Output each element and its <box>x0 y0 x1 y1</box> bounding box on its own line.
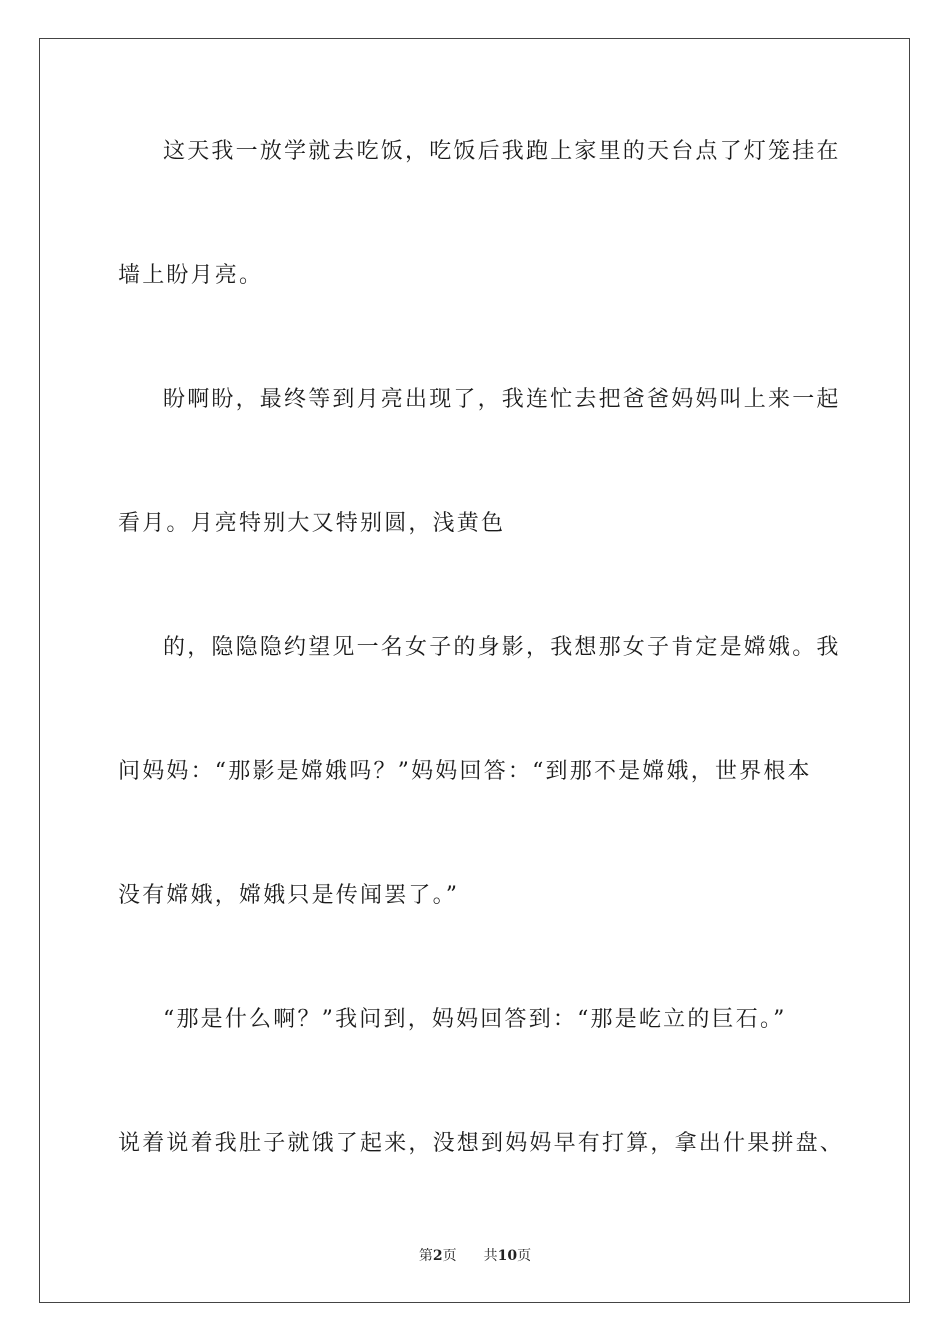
text-line-5: 的，隐隐隐约望见一名女子的身影，我想那女子肯定是嫦娥。我 <box>163 635 841 660</box>
footer-page-prefix: 第 <box>418 1248 433 1264</box>
text-line-2: 墙上盼月亮。 <box>118 263 264 288</box>
footer-page-current: 2 <box>432 1248 443 1264</box>
page-footer <box>0 1246 950 1266</box>
text-line-9: 说着说着我肚子就饿了起来，没想到妈妈早有打算，拿出什果拼盘、 <box>118 1131 845 1156</box>
text-line-1: 这天我一放学就去吃饭，吃饭后我跑上家里的天台点了灯笼挂在 <box>163 139 841 164</box>
text-line-6: 问妈妈：“那影是嫦娥吗？”妈妈回答：“到那不是嫦娥，世界根本 <box>118 759 812 784</box>
page-frame <box>39 38 910 1303</box>
text-line-3: 盼啊盼，最终等到月亮出现了，我连忙去把爸爸妈妈叫上来一起 <box>163 387 841 412</box>
footer-total-suffix: 页 <box>517 1248 532 1264</box>
text-line-8: “那是什么啊？”我问到，妈妈回答到：“那是屹立的巨石。” <box>163 1007 787 1032</box>
text-line-4: 看月。月亮特别大又特别圆，浅黄色 <box>118 511 506 536</box>
text-line-7: 没有嫦娥，嫦娥只是传闻罢了。” <box>118 883 460 908</box>
footer-page-total: 10 <box>497 1248 518 1264</box>
footer-total-prefix: 共 <box>483 1248 498 1264</box>
footer-page-suffix: 页 <box>442 1248 457 1264</box>
